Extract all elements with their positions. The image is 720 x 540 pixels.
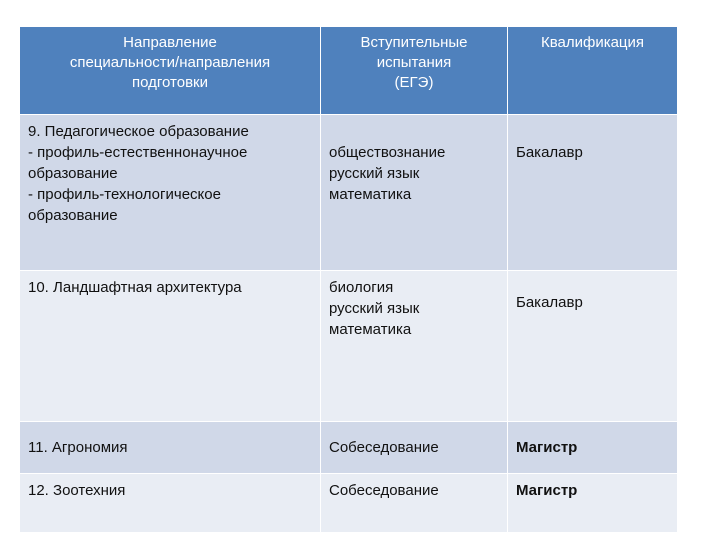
direction-cell: 11. Агрономия: [20, 422, 321, 474]
table-row: [20, 115, 678, 271]
header-direction: Направление специальности/направления подготовки: [20, 27, 321, 115]
exams-cell: обществознание русский язык математика: [321, 115, 508, 271]
qualification-cell: Магистр: [508, 422, 678, 474]
table-row: [20, 271, 678, 422]
exams-cell: биология русский язык математика: [321, 271, 508, 422]
table-row: [20, 422, 678, 474]
qualification-cell: Бакалавр: [508, 115, 678, 271]
exams-cell: Собеседование: [321, 474, 508, 533]
direction-cell: 10. Ландшафтная архитектура: [20, 271, 321, 422]
exams-cell: Собеседование: [321, 422, 508, 474]
header-row: [20, 27, 678, 115]
programs-table: [19, 26, 678, 533]
qualification-cell: Магистр: [508, 474, 678, 533]
direction-cell: 9. Педагогическое образование - профиль-естественнонаучное образование - профиль-технологическое образование: [20, 115, 321, 271]
header-exams: Вступительные испытания (ЕГЭ): [321, 27, 508, 115]
qualification-cell: Бакалавр: [508, 271, 678, 422]
header-qualification: Квалификация: [508, 27, 678, 115]
table-row: [20, 474, 678, 533]
direction-cell: 12. Зоотехния: [20, 474, 321, 533]
